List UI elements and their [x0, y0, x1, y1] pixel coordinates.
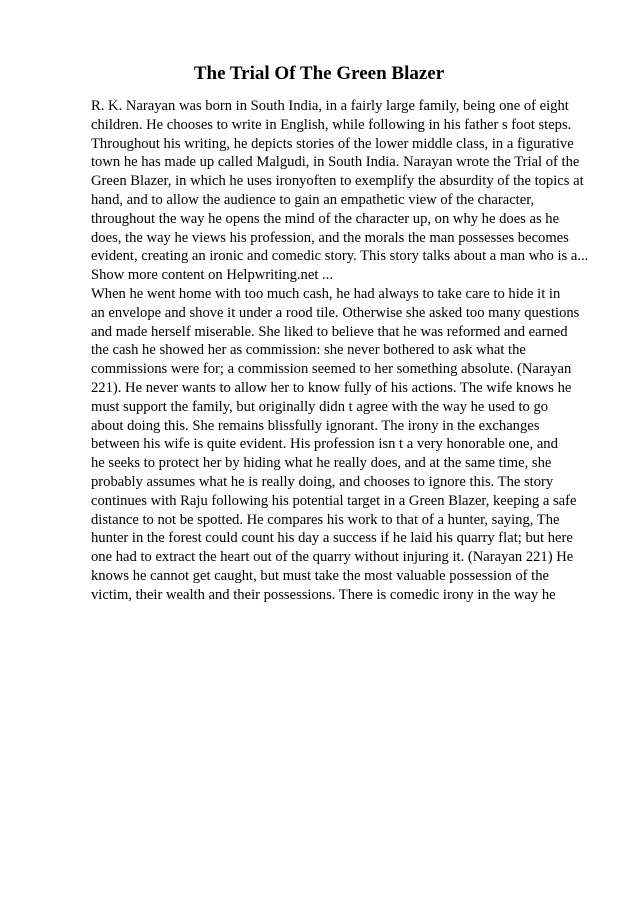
- body-line: children. He chooses to write in English, while following in his father s foot steps.: [91, 116, 572, 133]
- body-line: one had to extract the heart out of the quarry without injuring it. (Narayan 221) He: [91, 549, 574, 566]
- body-line: throughout the way he opens the mind of the character up, on why he does as he: [91, 210, 560, 227]
- document-body: [91, 97, 591, 605]
- document-title: The Trial Of The Green Blazer: [193, 63, 445, 84]
- body-line: town he has made up called Malgudi, in South India. Narayan wrote the Trial of the: [91, 154, 580, 171]
- body-line: continues with Raju following his potential target in a Green Blazer, keeping a safe: [91, 492, 577, 509]
- body-line: and made herself miserable. She liked to believe that he was reformed and earned: [91, 323, 568, 340]
- body-line: evident, creating an ironic and comedic story. This story talks about a man who is a...: [91, 248, 589, 265]
- body-line: about doing this. She remains blissfully ignorant. The irony in the exchanges: [91, 417, 540, 434]
- body-line: knows he cannot get caught, but must take the most valuable possession of the: [91, 567, 549, 584]
- body-line: victim, their wealth and their possessions. There is comedic irony in the way he: [91, 586, 556, 603]
- body-line: an envelope and shove it under a rood tile. Otherwise she asked too many questions: [91, 304, 580, 321]
- body-line: hunter in the forest could count his day a success if he laid his quarry flat; but here: [91, 530, 573, 547]
- body-line: probably assumes what he is really doing, and chooses to ignore this. The story: [91, 473, 554, 490]
- body-line: he seeks to protect her by hiding what he really does, and at the same time, she: [91, 455, 552, 472]
- body-line: distance to not be spotted. He compares his work to that of a hunter, saying, The: [91, 511, 560, 528]
- body-line: When he went home with too much cash, he had always to take care to hide it in: [91, 285, 561, 302]
- body-line: between his wife is quite evident. His profession isn t a very honorable one, and: [91, 436, 558, 453]
- body-line: the cash he showed her as commission: she never bothered to ask what the: [91, 342, 526, 359]
- body-line: Green Blazer, in which he uses ironyoften to exemplify the absurdity of the topics at: [91, 173, 584, 190]
- body-line: R. K. Narayan was born in South India, in a fairly large family, being one of eight: [91, 98, 569, 114]
- show-more-link[interactable]: Show more content on Helpwriting.net ...: [91, 267, 333, 284]
- body-line: does, the way he views his profession, and the morals the man possesses becomes: [91, 229, 569, 246]
- body-line: 221). He never wants to allow her to know fully of his actions. The wife knows he: [91, 379, 572, 396]
- body-line: Throughout his writing, he depicts stories of the lower middle class, in a figurative: [91, 135, 574, 152]
- body-line: commissions were for; a commission seemed to her something absolute. (Narayan: [91, 361, 572, 378]
- body-line: must support the family, but originally didn t agree with the way he used to go: [91, 398, 549, 415]
- body-line: hand, and to allow the audience to gain an empathetic view of the character,: [91, 191, 535, 208]
